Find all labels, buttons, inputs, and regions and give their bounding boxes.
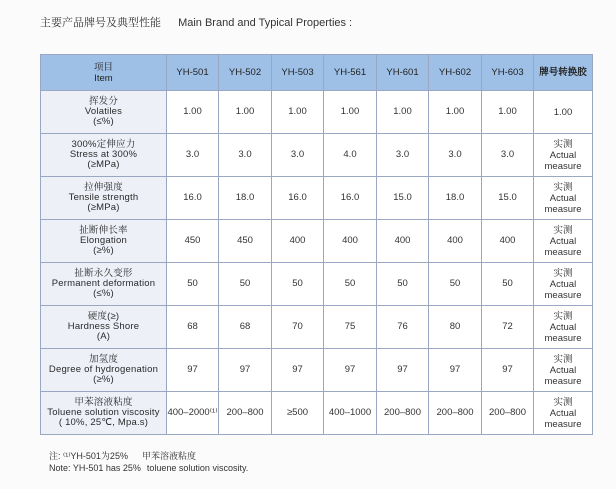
property-label-line: 扯断永久变形 [74, 268, 133, 279]
value-cell: 4.0 [324, 134, 377, 177]
value-cell: 400 [272, 220, 324, 263]
footnote-line-2 [49, 462, 248, 474]
value-cell: 1.00 [482, 91, 534, 134]
conversion-cell [534, 134, 593, 177]
footnote-en-b: toluene solution viscosity. [146, 463, 249, 473]
header-grade: YH-501 [167, 55, 219, 91]
footnote-line-1 [49, 450, 248, 462]
heading-cn: 主要产品牌号及典型性能 [40, 17, 161, 29]
conversion-line: Actual measure [544, 235, 582, 258]
value-cell: 1.00 [324, 91, 377, 134]
value-cell: 16.0 [272, 177, 324, 220]
property-label-line: (≥MPa) [87, 202, 120, 213]
value-cell: 50 [377, 263, 429, 306]
value-cell: 97 [482, 349, 534, 392]
footnote-cn-a: 注: ⁽¹⁾YH-501为25% [49, 451, 128, 461]
value-cell: 75 [324, 306, 377, 349]
value-cell: 400 [377, 220, 429, 263]
table-header-row [41, 55, 593, 91]
header-grade: YH-603 [482, 55, 534, 91]
property-label [41, 91, 167, 134]
value-cell: 68 [167, 306, 219, 349]
value-cell: 97 [167, 349, 219, 392]
conversion-line: 实测 [553, 310, 573, 322]
header-grade: YH-561 [324, 55, 377, 91]
property-label-line: 硬度(≥) [87, 311, 120, 322]
header-grade: YH-601 [377, 55, 429, 91]
value-cell: 450 [167, 220, 219, 263]
header-grade: YH-502 [219, 55, 272, 91]
conversion-line: 实测 [553, 181, 573, 193]
table-row [41, 306, 593, 349]
property-label-line: 扯断伸长率 [79, 225, 128, 236]
value-cell: 3.0 [482, 134, 534, 177]
table-row [41, 220, 593, 263]
conversion-line: Actual measure [544, 364, 582, 387]
conversion-cell [534, 220, 593, 263]
value-cell: 1.00 [429, 91, 482, 134]
property-label-line: Volatiles [84, 106, 123, 117]
property-label-line: Hardness Shore [67, 321, 140, 332]
table-row [41, 349, 593, 392]
value-cell: 3.0 [219, 134, 272, 177]
value-cell: 200–800 [377, 392, 429, 435]
property-label-line: Toluene solution viscosity [47, 407, 160, 418]
value-cell: 80 [429, 306, 482, 349]
conversion-line: Actual measure [544, 192, 582, 215]
conversion-line: 实测 [553, 267, 573, 279]
table-row [41, 91, 593, 134]
value-cell: 76 [377, 306, 429, 349]
value-cell: 18.0 [429, 177, 482, 220]
property-label-line: (≤%) [93, 288, 114, 299]
property-label [41, 177, 167, 220]
conversion-line: 实测 [553, 353, 573, 365]
conversion-line: 实测 [553, 138, 573, 150]
value-cell: 200–800 [219, 392, 272, 435]
property-label-line: (≥%) [93, 245, 114, 256]
property-label [41, 134, 167, 177]
value-cell: 97 [429, 349, 482, 392]
value-cell: 50 [272, 263, 324, 306]
value-cell: 18.0 [219, 177, 272, 220]
property-label-line: (≤%) [93, 116, 114, 127]
property-label-line: 挥发分 [88, 96, 119, 107]
value-cell: 97 [219, 349, 272, 392]
value-cell: 400 [482, 220, 534, 263]
header-grade: YH-503 [272, 55, 324, 91]
conversion-cell [534, 177, 593, 220]
property-label-line: Permanent deformation [51, 278, 156, 289]
conversion-line: Actual measure [544, 321, 582, 344]
property-label-line: ( 10%, 25℃, Mpa.s) [58, 417, 149, 428]
conversion-line: 实测 [553, 224, 573, 236]
property-label-line: Tensile strength [68, 192, 139, 203]
conversion-cell [534, 306, 593, 349]
heading-en: Main Brand and Typical Properties : [178, 17, 353, 29]
conversion-line: 实测 [553, 396, 573, 408]
value-cell: 200–800 [429, 392, 482, 435]
value-cell: 97 [324, 349, 377, 392]
property-label [41, 349, 167, 392]
conversion-line: Actual measure [544, 278, 582, 301]
property-label [41, 220, 167, 263]
value-cell: 400–1000 [324, 392, 377, 435]
conversion-line: 1.00 [553, 106, 573, 118]
table-row [41, 392, 593, 435]
value-cell: 72 [482, 306, 534, 349]
property-label-line: Elongation [80, 235, 127, 246]
property-label [41, 306, 167, 349]
value-cell: 15.0 [482, 177, 534, 220]
table-row [41, 263, 593, 306]
footnote [49, 450, 248, 474]
conversion-cell [534, 349, 593, 392]
value-cell: 400 [429, 220, 482, 263]
value-cell: 50 [219, 263, 272, 306]
value-cell: 16.0 [167, 177, 219, 220]
value-cell: 70 [272, 306, 324, 349]
value-cell: ≥500 [272, 392, 324, 435]
conversion-cell [534, 91, 593, 134]
value-cell: 1.00 [377, 91, 429, 134]
value-cell: 400–2000⁽¹⁾ [167, 392, 219, 435]
conversion-cell [534, 392, 593, 435]
property-label [41, 392, 167, 435]
value-cell: 50 [167, 263, 219, 306]
property-label-line: Stress at 300% [69, 149, 138, 160]
header-item [41, 55, 167, 91]
value-cell: 1.00 [167, 91, 219, 134]
property-label [41, 263, 167, 306]
value-cell: 68 [219, 306, 272, 349]
value-cell: 1.00 [272, 91, 324, 134]
value-cell: 3.0 [167, 134, 219, 177]
table-row [41, 177, 593, 220]
property-label-line: (A) [96, 331, 111, 342]
value-cell: 15.0 [377, 177, 429, 220]
footnote-en-a: Note: YH-501 has 25% [49, 463, 141, 473]
value-cell: 3.0 [272, 134, 324, 177]
header-item-cn: 项目 [93, 61, 113, 73]
conversion-line: Actual measure [544, 407, 582, 430]
conversion-line: Actual measure [544, 149, 582, 172]
header-grade: YH-602 [429, 55, 482, 91]
properties-table [40, 54, 593, 435]
value-cell: 97 [272, 349, 324, 392]
value-cell: 1.00 [219, 91, 272, 134]
value-cell: 450 [219, 220, 272, 263]
property-label-line: (≥MPa) [87, 159, 120, 170]
page-heading [40, 14, 352, 30]
table-row [41, 134, 593, 177]
value-cell: 3.0 [377, 134, 429, 177]
value-cell: 50 [429, 263, 482, 306]
value-cell: 97 [377, 349, 429, 392]
value-cell: 50 [324, 263, 377, 306]
header-item-en: Item [94, 72, 113, 84]
value-cell: 400 [324, 220, 377, 263]
value-cell: 50 [482, 263, 534, 306]
property-label-line: Degree of hydrogenation [48, 364, 159, 375]
conversion-cell [534, 263, 593, 306]
property-label-line: 甲苯溶液粘度 [74, 397, 133, 408]
value-cell: 200–800 [482, 392, 534, 435]
property-label-line: 300%定伸应力 [71, 139, 136, 150]
property-label-line: (≥%) [93, 374, 114, 385]
property-label-line: 拉伸强度 [84, 182, 123, 193]
footnote-cn-b: 甲苯溶液粘度 [141, 451, 196, 461]
header-conversion: 牌号转换胶 [534, 55, 593, 91]
value-cell: 3.0 [429, 134, 482, 177]
value-cell: 16.0 [324, 177, 377, 220]
property-label-line: 加氢度 [88, 354, 119, 365]
